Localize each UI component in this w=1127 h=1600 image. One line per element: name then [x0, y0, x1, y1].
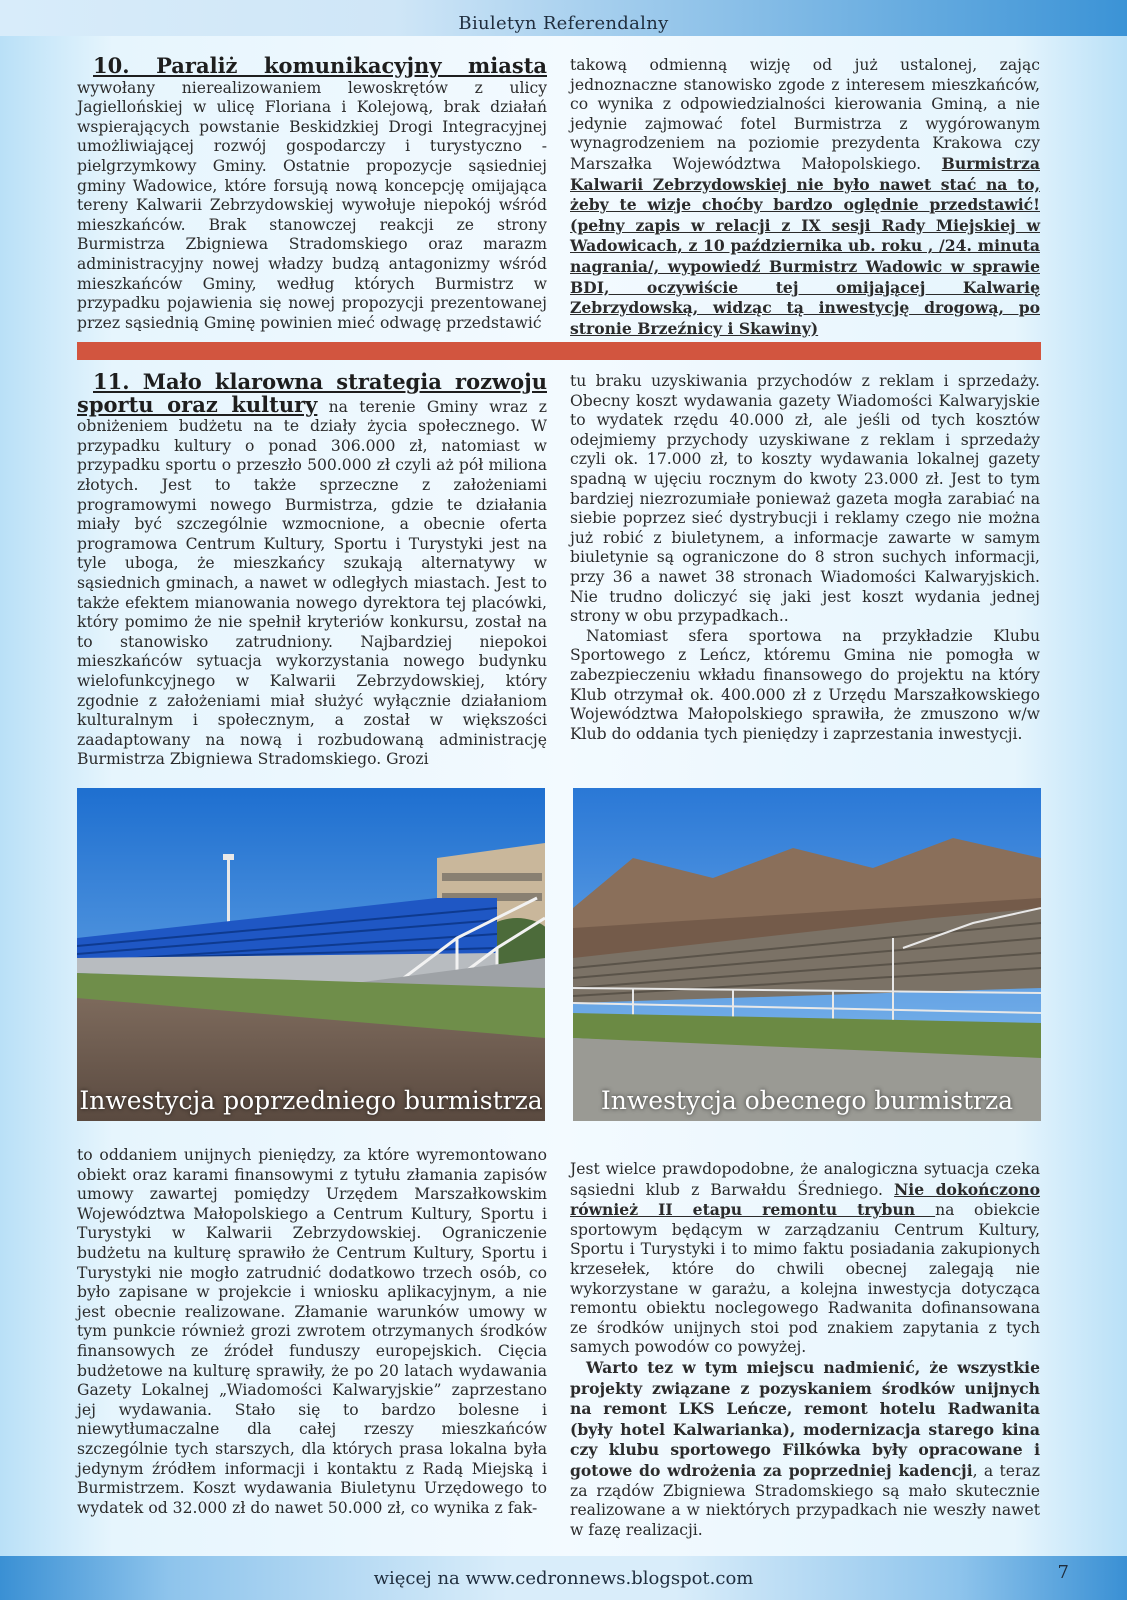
page-footer — [0, 1556, 1127, 1600]
bulletin-header — [0, 0, 1127, 36]
footer-website-link[interactable]: więcej na www.cedronnews.blogspot.com — [373, 1568, 754, 1589]
section11-heading: 11. Mało klarowna strategia rozwoju sportu oraz kultury — [77, 369, 547, 417]
photo-previous-mayor — [77, 788, 545, 1121]
bulletin-title: Biuletyn Referendalny — [458, 13, 669, 34]
section-divider — [77, 342, 1041, 360]
section10-left-text: wywołany nierealizowaniem lewoskrętów z ulicy Jagiellońskiej w ulicę Floriana i Kolejową, brak działań wspierających powstanie Beskidzkiej Drogi Integracyjnej umożliwiającej rozwój gospodarczy i turystyczno - pielgrzymkowy Gminy. Ostatnie propozycje sąsiedniej gminy Wadowice, które forsują nową koncepcję omijająca tereny Kalwarii Zebrzydowskiej wywołuje niepokój wśród mieszkańców. Brak stanowczej reakcji ze strony Burmistrza Zbigniewa Stradomskiego oraz marazm administracyjny nowej władzy budzą antagonizmy wśród mieszkańców Gminy, według których Burmistrz w przypadku pojawienia się nowej propozycji prezentowanej przez sąsiednią Gminę powinien mieć odwagę przedstawić — [77, 78, 547, 332]
bottom-left-column — [77, 1146, 547, 1518]
bottom-right-column — [570, 1160, 1040, 1540]
section11-right-p2: Natomiast sfera sportowa na przykładzie Klubu Sportowego z Leńcz, któremu Gmina nie pomogła w zabezpieczeniu wkładu finansowego do projektu na który Klub otrzymał ok. 400.000 zł z Urzędu Marszałkowskiego Województwa Małopolskiego sprawiła, że zmuszono w/w Klub do oddania tych pieniędzy i zaprzestania inwestycji. — [570, 626, 1040, 743]
bottom-right-text-a: Jest wielce prawdopodobne, że analogiczna sytuacja czeka sąsiedni klub z Barwałdu Średniego. — [570, 1160, 1040, 1199]
section11-left-column — [77, 369, 547, 770]
section10-right-column — [570, 56, 1040, 339]
photo-caption-previous: Inwestycja poprzedniego burmistrza — [79, 1086, 543, 1115]
section11-right-p1: tu braku uzyskiwania przychodów z reklam i sprzedaży. Obecny koszt wydawania gazety Wiadomości Kalwaryjskie to wydatek rzędu 40.000 zł, ale jeśli od tych kosztów odejmiemy przychody uzyskiwane z reklam i sprzedaży czyli ok. 17.000 zł, to koszty wydawania lokalnej gazety spadną w ujęciu rocznym do kwoty 23.000 zł. Jest to tym bardziej niezrozumiałe ponieważ gazeta mogła zarabiać na siebie poprzez sieć dystrybucji i reklamy czego nie można już robić z biuletynem, a informacje zawarte w samym biuletynie są ograniczone do 8 stron suchych informacji, przy 36 a nawet 38 stronach Wiadomości Kalwaryjskich. Nie trudno doliczyć się jaki jest koszt wydania jednej strony w obu przypadkach.. — [570, 372, 1040, 626]
bottom-right-text-b: na obiekcie sportowym będącym w zarządzaniu Centrum Kultury, Sportu i Turystyki i to mimo faktu posiadania zakupionych krzesełek, które do chwili obecnej zalegają nie wykorzystane w garażu, a kolejna inwestycja dotycząca remontu obiektu noclegowego Radwanita dofinansowana ze środków unijnych stoi pod znakiem zapytania z tych samych powodów co powyżej. — [570, 1201, 1040, 1357]
section11-left-text: na terenie Gminy wraz z obniżeniem budżetu na te działy życia społecznego. W przypadku kultury o ponad 306.000 zł, natomiast w przypadku sportu o przeszło 500.000 zł czyli aż pół miliona złotych. Jest to także sprzeczne z założeniami programowymi nowego Burmistrza, gdzie te działania miały być szczególnie wzmocnione, a obecnie oferta programowa Centrum Kultury, Sportu i Turystyki jest na tyle uboga, że mieszkańcy szukają alternatywy w sąsiednich gminach, a nawet w odległych miastach. Jest to także efektem mianowania nowego dyrektora tej placówki, który pomimo że nie spełnił kryteriów konkursu, został na to stanowisko zatrudniony. Najbardziej niepokoi mieszkańców sytuacja wykorzystania nowego budynku wielofunkcyjnego w Kalwarii Zebrzydowskiej, który zgodnie z założeniami miał służyć wyłącznie działaniom kulturalnym i społecznym, a został w większości zaadaptowany na nową i rozbudowaną administrację Burmistrza Zbigniewa Stradomskiego. Grozi — [77, 397, 547, 769]
bottom-right-bold-link: Nie dokończono również II etapu remontu trybun — [570, 1179, 1040, 1220]
stadium-old-stands-image — [573, 788, 1041, 1121]
section11-right-column — [570, 372, 1040, 744]
bottom-left-text: to oddaniem unijnych pieniędzy, za które wyremontowano obiekt oraz karami finansowymi z tytułu złamania zapisów umowy zawartej pomiędzy Urzędem Marszałkowskim Województwa Małopolskiego a Centrum Kultury, Sportu i Turystyki w Kalwarii Zebrzydowskiej. Ograniczenie budżetu na kulturę sprawiło że Centrum Kultury, Sportu i Turystyki nie mogło zatrudnić dodatkowo trzech osób, co było zapisane w projekcie i wniosku aplikacyjnym, a nie jest obecnie realizowane. Złamanie warunków umowy w tym punkcie również grozi zwrotem otrzymanych środków finansowych ze źródeł funduszy europejskich. Cięcia budżetowe na kulturę sprawiły, że po 20 latach wydawania Gazety Lokalnej „Wiadomości Kalwaryjskie” zaprzestano jej wydawania. Stało się to bardzo bolesne i niewytłumaczalne dla całej rzeszy mieszkańców szczególnie tych starszych, dla których prasa lokalna była jedynym źródłem informacji i kontaktu z Radą Miejską i Burmistrzem. Koszt wydawania Biuletynu Urzędowego to wydatek od 32.000 zł do nawet 50.000 zł, co wynika z fak- — [77, 1146, 547, 1517]
photo-current-mayor — [573, 788, 1041, 1121]
section10-right-bold: Burmistrza Kalwarii Zebrzydowskiej nie było nawet stać na to, żeby te wizje choćby bardzo oględnie przedstawić! (pełny zapis w relacji z IX sesji Rady Miejskiej w Wadowicach, z 10 października ub. roku , /24. minuta nagrania/, wypowiedź Burmistrz Wadowic w sprawie BDI, oczywiście tej omijającej Kalwarię Zebrzydowską, widząc tą inwestycję drogową, po stronie Brzeźnicy i Skawiny) — [570, 153, 1040, 338]
photo-caption-current: Inwestycja obecnego burmistrza — [600, 1086, 1014, 1115]
page-number: 7 — [1057, 1562, 1069, 1583]
bottom-right-p2-bold: Warto tez w tym miejscu nadmienić, że wszystkie projekty związane z pozyskaniem środków unijnych na remont LKS Leńcze, remont hotelu Radwanita (były hotel Kalwarianka), modernizacja starego kina czy klubu sportowego Filkówka były opracowane i gotowe do wdrożenia za poprzedniej kadencji — [570, 1357, 1040, 1480]
bottom-right-p2-rest: , a teraz za rządów Zbigniewa Stradomskiego są mało skutecznie realizowane a w niektórych przypadkach nie weszły nawet w fazę realizacji. — [570, 1461, 1040, 1539]
stadium-blue-seats-image — [77, 788, 545, 1121]
section10-right-text: takową odmienną wizję od już ustalonej, zając jednoznaczne stanowisko zgode z interesem mieszkańców, co wynika z odpowiedzialności kierowania Gminą, a nie jedynie zajmować fotel Burmistrza z wygórowanym wynagrodzeniem na poziomie prezydenta Krakowa czy Marszałka Województwa Małopolskiego. — [570, 56, 1040, 173]
section10-left-column — [77, 53, 547, 333]
section10-heading: 10. Paraliż komunikacyjny miasta — [93, 53, 547, 78]
